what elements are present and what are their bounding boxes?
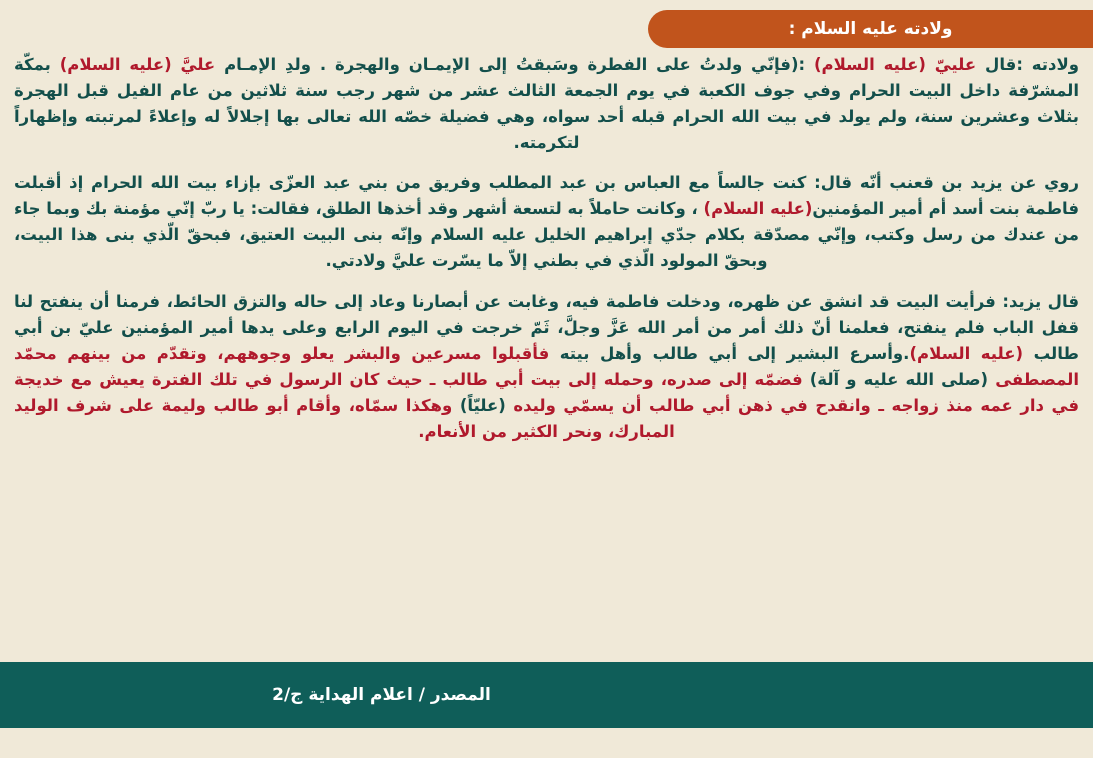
paragraph-3 [14,289,1079,445]
text-run: ولادته :قال [976,55,1079,74]
source-label: المصدر / اعلام الهداية ج/2 [272,685,491,705]
text-run: فضمّه إلى صدره، وحمله إلى بيت أبي طالب ـ حيث كان الرسول في تلك الفترة يعيش مع خديجة في دار عمه منذ زواجه ـ وانقدح في ذهن أبي طالب أن يسمّي وليده [14,369,1079,415]
source-footer-banner [0,662,1093,728]
text-run: (عليه السلام) [703,199,813,219]
text-run: روي عن يزيد بن قعنب أنّه قال: كنت جالساً مع العباس بن عبد المطلب وفريق من بني عبد العزّى بإزاء بيت الله الحرام إذ أقبلت فاطمة بنت أسد أم أمير المؤمنين [14,173,1080,219]
text-run: ، وكانت حاملاً به لتسعة أشهر وقد أخذها الطلق، فقالت: يا ربّ إنّي مؤمنة بك وبما جاء من عندك من رسل وكتب، وإنّي مصدّقة بكلام جدّي إبراهيم الخليل عليه السلام وإنّه بنى البيت العتيق، فبحقّ الّذي بنى هذا البيت، وبحقّ المولود الّذي في بطني إلاّ ما يسّرت عليَّ ولادتي. [14,199,1079,271]
text-run: قال يزيد: فرأيت البيت قد انشق عن ظهره، ودخلت فاطمة فيه، وغابت عن أبصارنا وعاد إلى حاله والتزق الحائط، فرمنا أن ينفتح لنا قفل الباب فلم ينفتح، فعلمنا أنّ ذلك أمر من أمر الله عَزَّ وجلَّ، ثَمّ خرجت في اليوم الرابع وعلى يدها أمير المؤمنين عليّ بن أبي طالب [14,291,1079,363]
paragraph-1 [14,52,1079,156]
text-run: :(فإنّي ولدتُ على الفطرة وسَبقتُ إلى الإيمـان والهجرة . ولدِ الإمـام [215,55,814,74]
text-run: (عليه السلام) [909,343,1024,363]
text-run: وهكذا سمّاه، وأقام أبو طالب وليمة على شرف الوليد المبارك، ونحر الكثير من الأنعام. [14,395,675,441]
bottom-strip [0,728,1093,758]
article-body [0,52,1093,447]
text-run: عليَّ (عليه السلام) [59,55,216,74]
text-run: .وأسرع البشير إلى أبي طالب وأهل بيته [549,343,910,363]
text-run: بمكّة المشرّفة داخل البيت الحرام وفي جوف الكعبة في يوم الجمعة الثالث عشر من شهر رجب سنة ثلاثين من عام الفيل قبل الهجرة بثلاث وعشرين سنة، ولم يولد في بيت الله الحرام قبله أحد سواه، وهي فضيلة خصّه الله تعالى بها إجلالاً له وإعلاءً لمرتبته وإظهاراً لتكرمته. [14,55,1079,153]
text-run: علييّ (عليه السلام) [813,55,977,74]
paragraph-2 [14,170,1079,274]
text-run: (صلى الله عليه و آلة) [809,369,989,389]
page-title: ولادته عليه السلام : [788,18,953,39]
text-run: (عليّاً) [459,395,506,415]
section-header-banner [648,10,1093,48]
text-run: فأقبلوا مسرعين والبشر يعلو وجوههم، وتقدّم من بينهم محمّد المصطفى [14,343,1080,389]
